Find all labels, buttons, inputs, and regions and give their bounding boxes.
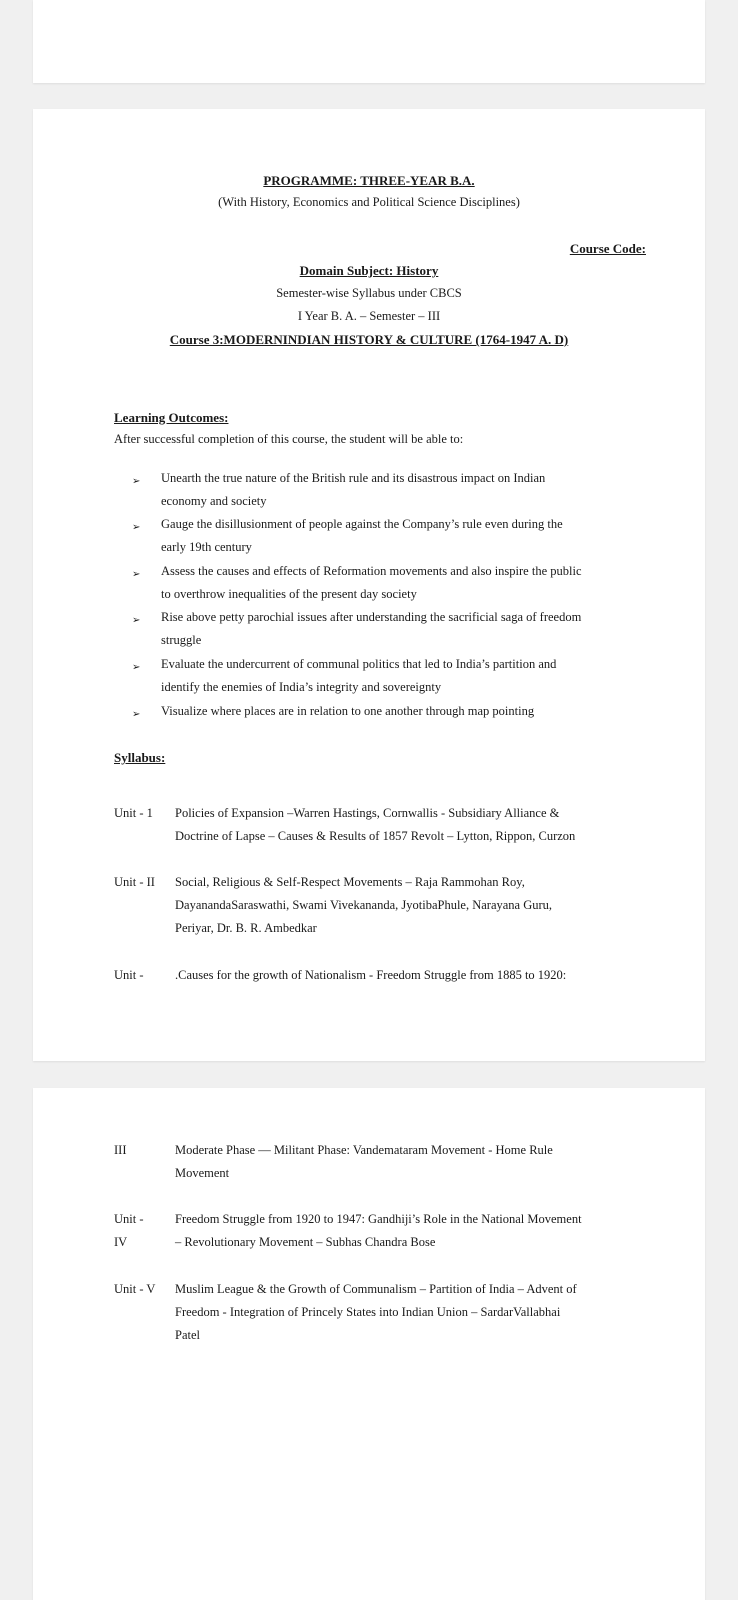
- domain-subject: Domain Subject: History: [299, 263, 439, 278]
- unit-line: – Revolutionary Movement – Subhas Chandra Bose: [175, 1235, 436, 1249]
- programme-title: PROGRAMME: THREE-YEAR B.A.: [263, 173, 475, 188]
- unit-line: Social, Religious & Self-Respect Movements – Raja Rammohan Roy,: [175, 875, 525, 889]
- unit-line: Freedom - Integration of Princely States into Indian Union – SardarVallabhai: [175, 1305, 561, 1319]
- unit-line: Freedom Struggle from 1920 to 1947: Gandhiji’s Role in the National Movement: [175, 1212, 582, 1226]
- outcome-line: Gauge the disillusionment of people against the Company’s rule even during the: [161, 517, 563, 531]
- bullet-arrow-icon: ➢: [132, 569, 141, 580]
- outcome-line: Visualize where places are in relation to one another through map pointing: [161, 704, 535, 718]
- course-title: Course 3:MODERNINDIAN HISTORY & CULTURE (1764-1947 A. D): [169, 332, 569, 347]
- learning-outcomes-intro: After successful completion of this course, the student will be able to:: [114, 432, 464, 446]
- unit-line: DayanandaSaraswathi, Swami Vivekananda, JyotibaPhule, Narayana Guru,: [175, 898, 553, 912]
- syllabus-type: Semester-wise Syllabus under CBCS: [276, 286, 462, 300]
- page-3: [33, 1088, 705, 1600]
- unit-label: III: [114, 1143, 127, 1157]
- bullet-arrow-icon: ➢: [132, 615, 141, 626]
- outcome-line: economy and society: [161, 494, 267, 508]
- unit-label: Unit - V: [114, 1282, 156, 1296]
- bullet-arrow-icon: ➢: [132, 662, 141, 673]
- outcome-line: Evaluate the undercurrent of communal politics that led to India’s partition and: [161, 657, 557, 671]
- unit-line: Moderate Phase — Militant Phase: Vandemataram Movement - Home Rule: [175, 1143, 553, 1157]
- outcome-line: early 19th century: [161, 540, 252, 554]
- unit-label: Unit - II: [114, 875, 155, 889]
- outcome-line: identify the enemies of India’s integrity and sovereignty: [161, 680, 442, 694]
- outcome-line: struggle: [161, 633, 202, 647]
- unit-line: Patel: [175, 1328, 200, 1342]
- unit-line: .Causes for the growth of Nationalism - Freedom Struggle from 1885 to 1920:: [175, 968, 567, 982]
- unit-line: Policies of Expansion –Warren Hastings, Cornwallis - Subsidiary Alliance &: [175, 806, 560, 820]
- unit-label: Unit -: [114, 968, 144, 982]
- course-code-label: Course Code:: [569, 241, 646, 256]
- year-semester: I Year B. A. – Semester – III: [297, 309, 441, 323]
- outcome-line: Rise above petty parochial issues after understanding the sacrificial saga of freedom: [161, 610, 582, 624]
- bullet-arrow-icon: ➢: [132, 709, 141, 720]
- unit-line: Muslim League & the Growth of Communalism – Partition of India – Advent of: [175, 1282, 577, 1296]
- learning-outcomes-heading: Learning Outcomes:: [114, 410, 229, 425]
- outcome-line: Unearth the true nature of the British rule and its disastrous impact on Indian: [161, 471, 546, 485]
- unit-label: Unit -: [114, 1212, 144, 1226]
- page-2: [33, 109, 705, 1061]
- page-1: [33, 0, 705, 83]
- unit-label: Unit - 1: [114, 806, 153, 820]
- disciplines-subtitle: (With History, Economics and Political Science Disciplines): [218, 195, 520, 209]
- unit-line: Doctrine of Lapse – Causes & Results of 1857 Revolt – Lytton, Rippon, Curzon: [175, 829, 576, 843]
- bullet-arrow-icon: ➢: [132, 476, 141, 487]
- outcome-line: to overthrow inequalities of the present day society: [161, 587, 417, 601]
- bullet-arrow-icon: ➢: [132, 522, 141, 533]
- outcome-line: Assess the causes and effects of Reformation movements and also inspire the public: [161, 564, 582, 578]
- unit-line: Periyar, Dr. B. R. Ambedkar: [175, 921, 317, 935]
- unit-line: Movement: [175, 1166, 230, 1180]
- unit-label: IV: [114, 1235, 128, 1249]
- syllabus-heading: Syllabus:: [114, 750, 166, 765]
